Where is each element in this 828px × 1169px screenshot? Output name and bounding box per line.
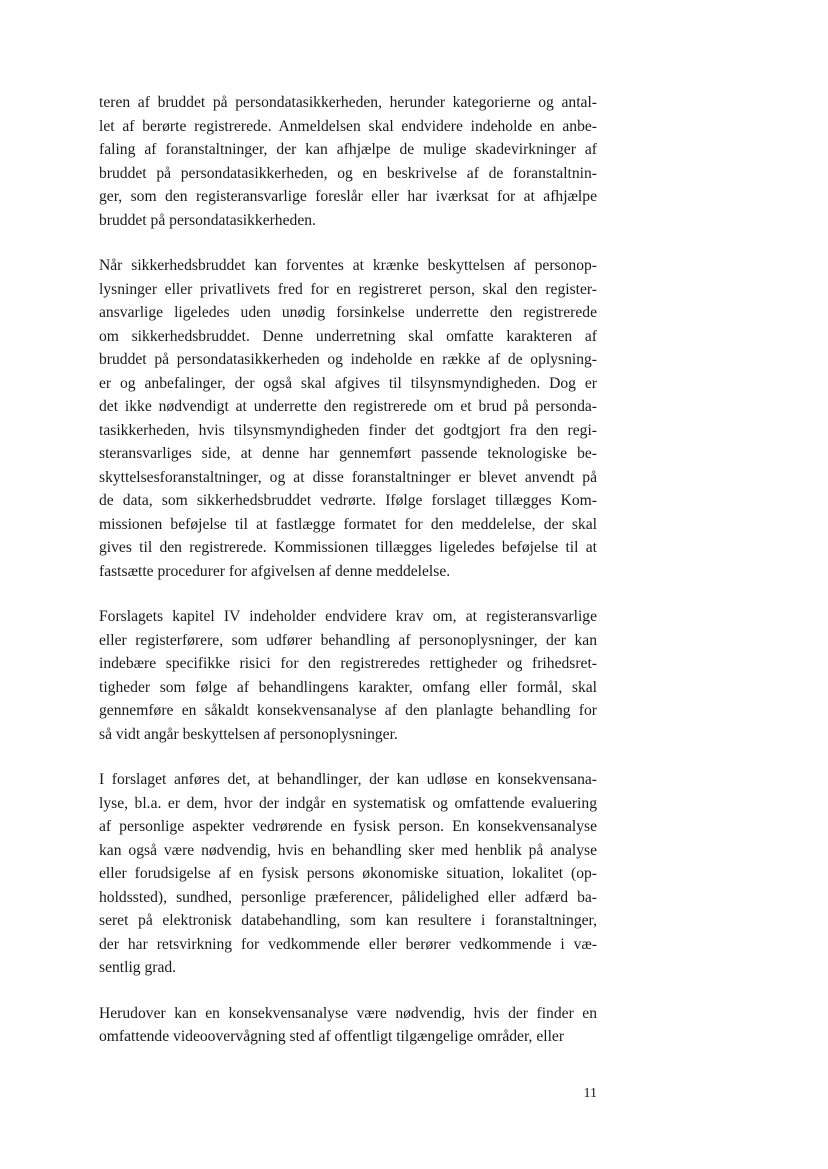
text-line: er og anbefalinger, der også skal afgives til tilsynsmyndigheden. Dog er	[99, 374, 597, 392]
text-line: seret på elektronisk databehandling, som kan resultere i foranstaltninger,	[99, 912, 597, 929]
text-line: ansvarlige ligeledes uden unødig forsinkelse underrette den registrerede	[99, 304, 597, 321]
text-line: eller forudsigelse af en fysisk persons økonomiske situation, lokalitet (op-	[99, 865, 597, 882]
text-line: gennemføre en såkaldt konsekvensanalyse af den planlagte behandling for	[99, 702, 597, 719]
text-line: bruddet på persondatasikkerheden.	[99, 211, 316, 229]
text-line: fastsætte procedurer for afgivelsen af denne meddelelse.	[99, 562, 451, 580]
paragraph	[99, 768, 597, 980]
text-line: af personlige aspekter vedrørende en fysisk person. En konsekvensanalyse	[99, 818, 597, 835]
paragraph	[99, 1002, 597, 1049]
text-line: indebære specifikke risici for den registreredes rettigheder og frihedsret-	[99, 655, 597, 672]
text-line: holdssted), sundhed, personlige præferencer, pålidelighed eller adfærd ba-	[99, 888, 597, 906]
body-text	[99, 91, 597, 1071]
text-line: faling af foranstaltninger, der kan afhjælpe de mulige skadevirkninger af	[99, 141, 597, 158]
text-line: Forslagets kapitel IV indeholder endvidere krav om, at registeransvarlige	[99, 608, 597, 625]
text-line: Når sikkerhedsbruddet kan forventes at krænke beskyttelsen af personop-	[99, 257, 597, 274]
text-line: om sikkerhedsbruddet. Denne underretning skal omfatte karakteren af	[99, 327, 597, 345]
text-line: tigheder som følge af behandlingens karakter, omfang eller formål, skal	[99, 678, 597, 696]
text-line: omfattende videoovervågning sted af offentligt tilgængelige områder, eller	[99, 1028, 565, 1045]
text-line: ger, som den registeransvarlige foreslår eller har iværksat for at afhjælpe	[99, 188, 597, 205]
text-line: bruddet på persondatasikkerheden og indeholde en række af de oplysning-	[99, 351, 597, 368]
text-line: I forslaget anføres det, at behandlinger, der kan udløse en konsekvensana-	[99, 771, 597, 788]
text-line: steransvarliges side, at denne har gennemført passende teknologiske be-	[99, 445, 597, 462]
text-line: teren af bruddet på persondatasikkerheden, herunder kategorierne og antal-	[99, 94, 597, 111]
text-line: missionen beføjelse til at fastlægge formatet for den meddelelse, der skal	[99, 515, 597, 533]
text-line: gives til den registrerede. Kommissionen tillægges ligeledes beføjelse til at	[99, 539, 597, 556]
text-line: skyttelsesforanstaltninger, og at disse foranstaltninger er blevet anvendt på	[99, 468, 597, 486]
text-line: det ikke nødvendigt at underrette den registrerede om et brud på personda-	[99, 398, 597, 415]
text-line: lysninger eller privatlivets fred for en registreret person, skal den register-	[99, 280, 597, 298]
text-line: sentlig grad.	[99, 959, 177, 976]
paragraph	[99, 91, 597, 232]
text-line: bruddet på persondatasikkerheden, og en beskrivelse af de foranstaltnin-	[99, 164, 597, 182]
text-line: kan også være nødvendig, hvis en behandling sker med henblik på analyse	[99, 841, 597, 859]
text-line: eller registerførere, som udfører behandling af personoplysninger, der kan	[99, 631, 597, 649]
page-number: 11	[583, 1086, 597, 1101]
text-line: der har retsvirkning for vedkommende eller berører vedkommende i væ-	[99, 935, 597, 953]
text-line: lyse, bl.a. er dem, hvor der indgår en systematisk og omfattende evaluering	[99, 794, 597, 812]
text-line: tasikkerheden, hvis tilsynsmyndigheden finder det godtgjort fra den regi-	[99, 421, 597, 439]
text-line: Herudover kan en konsekvensanalyse være nødvendig, hvis der finder en	[99, 1004, 597, 1022]
text-line: så vidt angår beskyttelsen af personoplysninger.	[99, 725, 398, 743]
paragraph	[99, 605, 597, 746]
text-line: let af berørte registrerede. Anmeldelsen skal endvidere indeholde en anbe-	[99, 117, 597, 135]
text-line: de data, som sikkerhedsbruddet vedrørte. Ifølge forslaget tillægges Kom-	[99, 492, 597, 509]
paragraph	[99, 254, 597, 583]
